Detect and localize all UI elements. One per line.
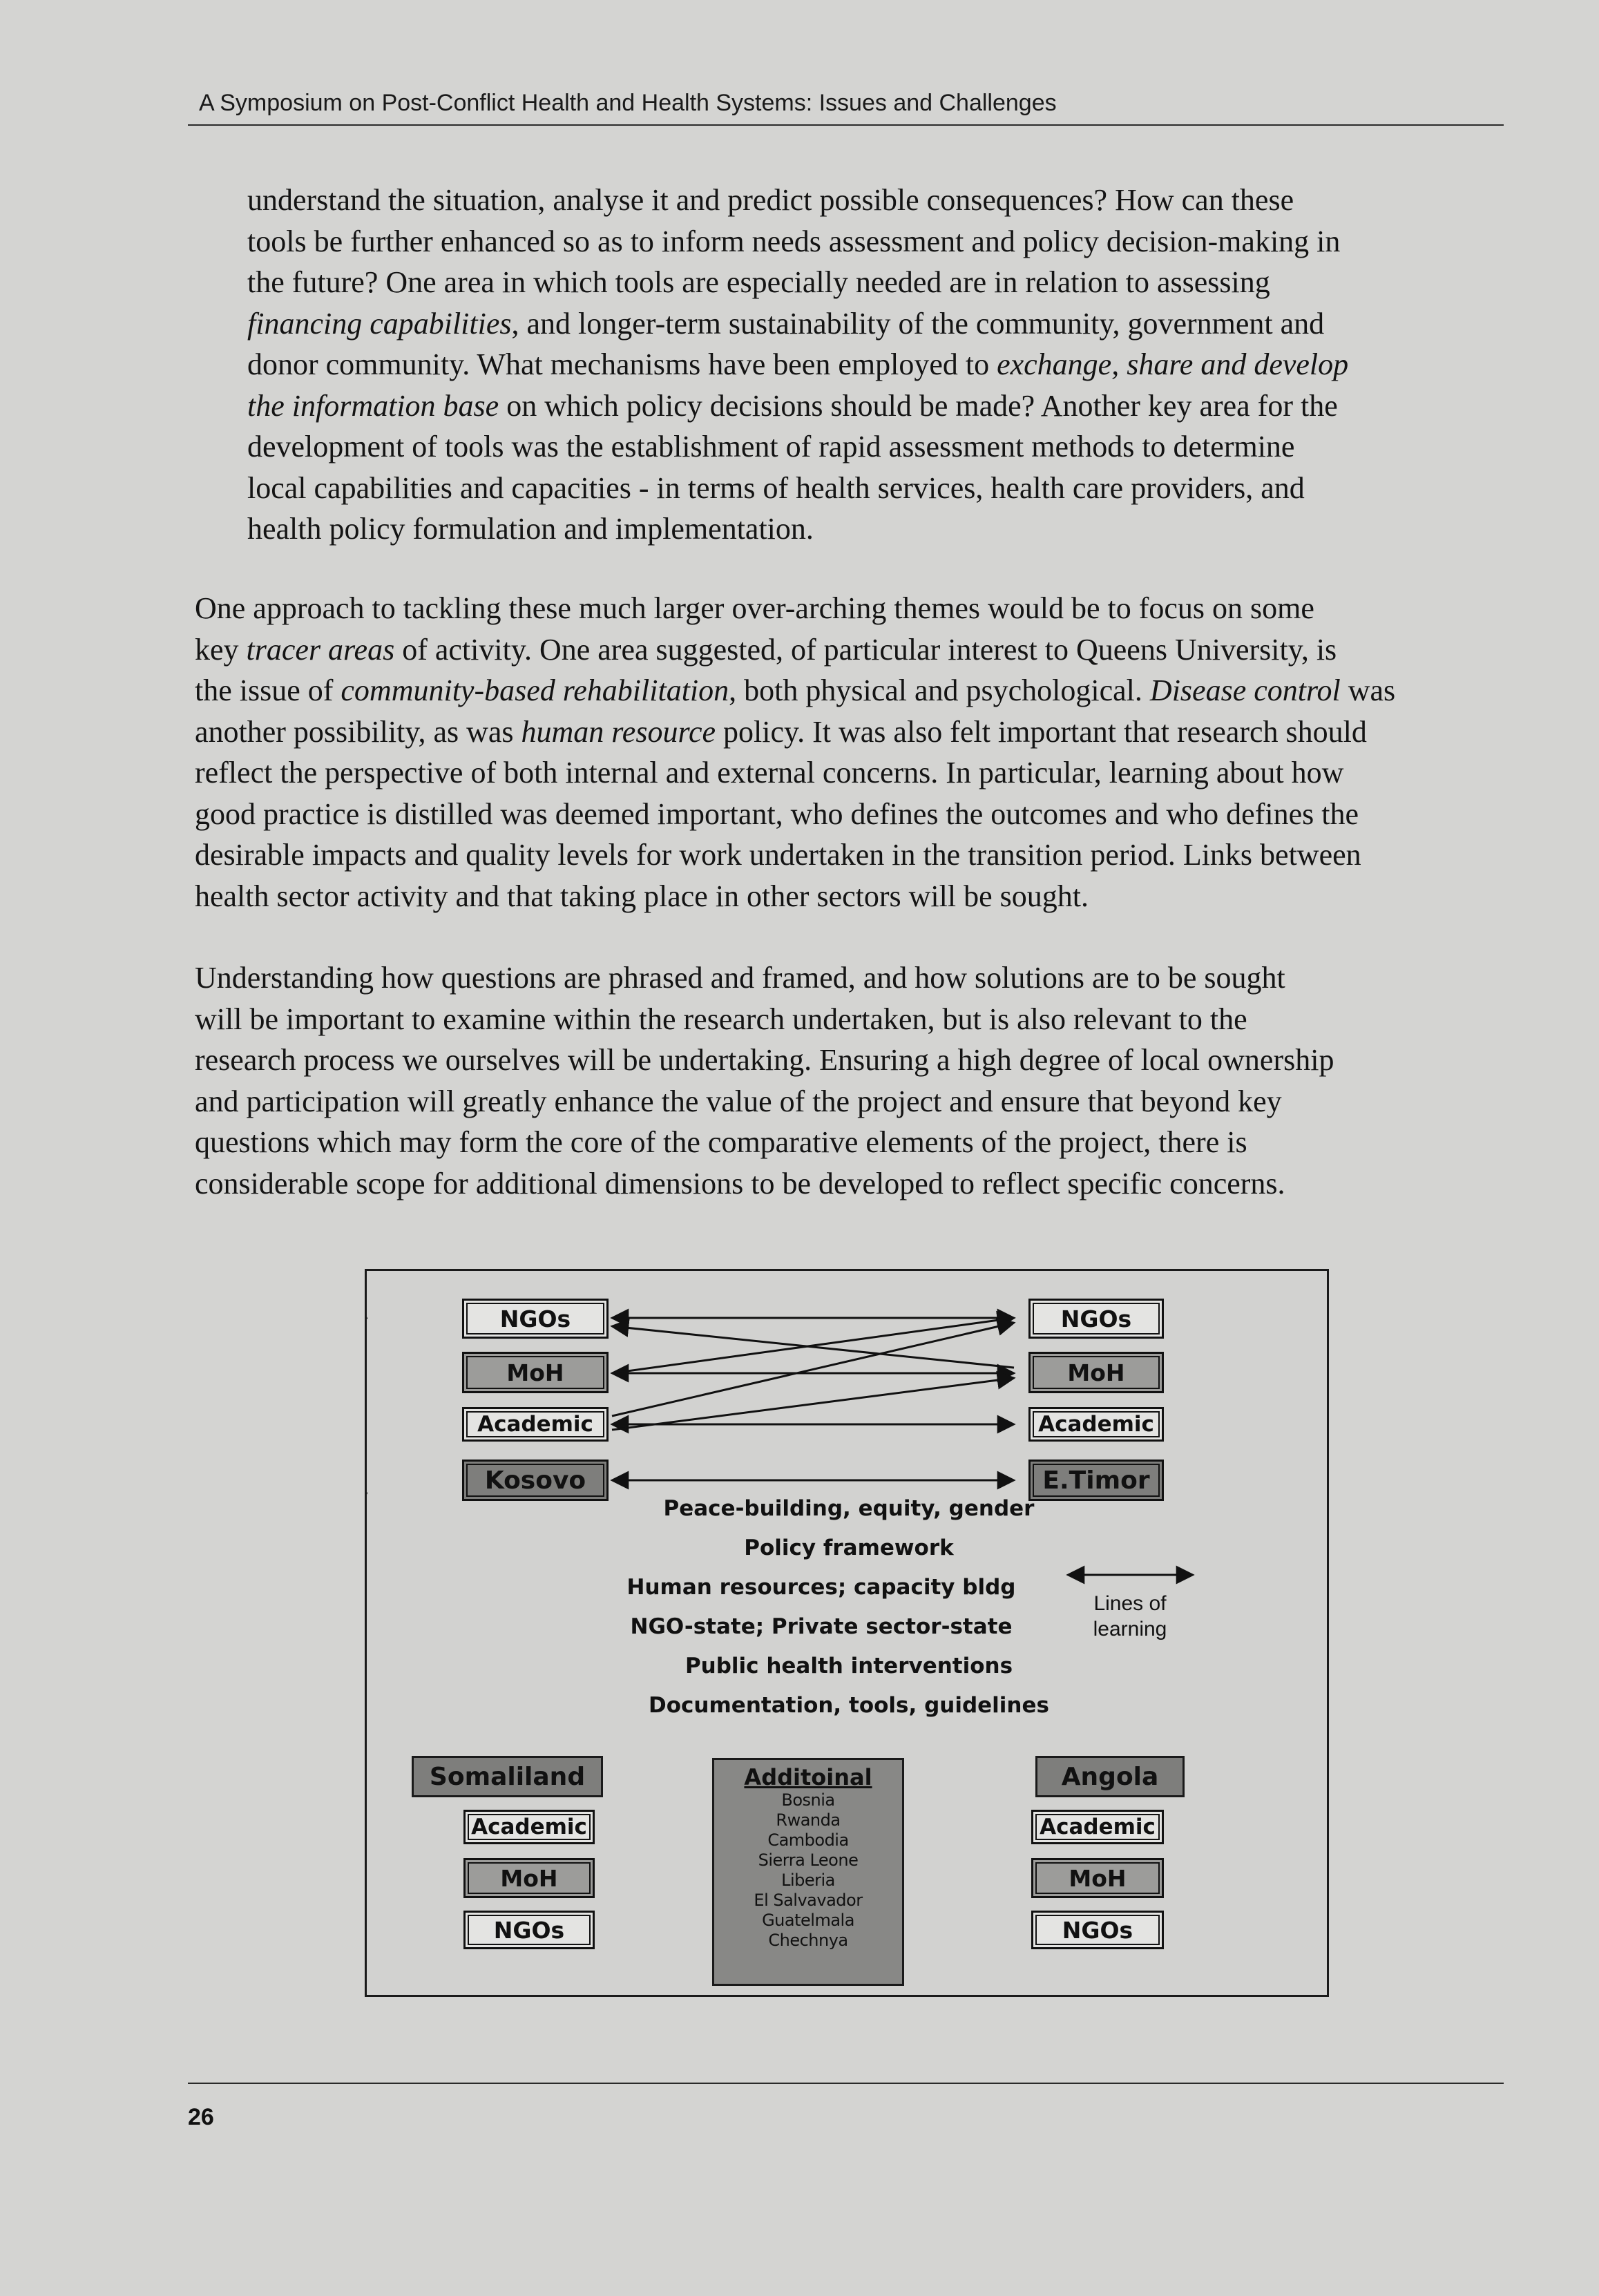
country-guatemala: Guatelmala [762, 1911, 854, 1930]
text-line: One approach to tackling these much larger over-arching themes would be to focus on some [195, 591, 1314, 625]
theme-policy-framework: Policy framework [744, 1536, 954, 1560]
country-bosnia: Bosnia [781, 1790, 835, 1810]
text-line: health policy formulation and implementation. [247, 512, 814, 546]
kosovo-box: Kosovo [462, 1460, 609, 1501]
text-line: key tracer areas of activity. One area suggested, of particular interest to Queens University, is [195, 632, 1337, 667]
theme-documentation: Documentation, tools, guidelines [649, 1693, 1049, 1718]
text-line: understand the situation, analyse it and predict possible consequences? How can these [247, 183, 1294, 217]
country-sierra-leone: Sierra Leone [758, 1850, 859, 1870]
text-line: will be important to examine within the research undertaken, but is also relevant to the [195, 1002, 1247, 1036]
page-number: 26 [188, 2104, 214, 2130]
legend-line-2: learning [1093, 1618, 1167, 1640]
emphasis: financing capabilities [247, 306, 512, 341]
arrow-academic-ngos [612, 1323, 1014, 1416]
text-line: the future? One area in which tools are especially needed are in relation to assessing [247, 265, 1270, 299]
theme-human-resources: Human resources; capacity bldg [626, 1575, 1016, 1600]
text-line: reflect the perspective of both internal and external concerns. In particular, learning about how [195, 756, 1344, 790]
emphasis: exchange, share and develop [997, 347, 1349, 381]
text-line: desirable impacts and quality levels for work undertaken in the transition period. Links between [195, 838, 1361, 872]
text-line: development of tools was the establishment of rapid assessment methods to determine [247, 430, 1295, 463]
text-line: and participation will greatly enhance the value of the project and ensure that beyond key [195, 1084, 1282, 1118]
text-line: another possibility, as was human resource policy. It was also felt important that research should [195, 714, 1367, 749]
left-academic-box: Academic [462, 1407, 609, 1442]
country-liberia: Liberia [781, 1871, 835, 1890]
legend-label [1064, 1591, 1196, 1642]
text-line: donor community. What mechanisms have been employed to exchange, share and develop [247, 347, 1349, 381]
text-line: local capabilities and capacities - in terms of health services, health care providers, and [247, 470, 1305, 505]
emphasis: the information base [247, 388, 499, 423]
right-ngos-box: NGOs [1028, 1299, 1164, 1339]
learning-diagram [365, 1269, 1329, 1997]
country-rwanda: Rwanda [776, 1810, 841, 1830]
country-el-salvador: El Salvavador [754, 1891, 863, 1910]
text-line: tools be further enhanced so as to inform needs assessment and policy decision-making in [247, 224, 1341, 258]
text-line: good practice is distilled was deemed important, who defines the outcomes and who defines the [195, 796, 1359, 831]
text-line: health sector activity and that taking place in other sectors will be sought. [195, 879, 1089, 913]
angola-academic-box: Academic [1031, 1810, 1164, 1844]
angola-ngos-box: NGOs [1031, 1911, 1164, 1949]
footer-rule [188, 2083, 1504, 2084]
emphasis: human resource [521, 714, 716, 749]
angola-box: Angola [1035, 1756, 1185, 1797]
additional-countries-box [712, 1758, 904, 1986]
somaliland-ngos-box: NGOs [463, 1911, 595, 1949]
text-line: the issue of community-based rehabilitation, both physical and psychological. Disease control was [195, 673, 1396, 707]
theme-ngo-state: NGO-state; Private sector-state [630, 1614, 1013, 1639]
text-line: Understanding how questions are phrased and framed, and how solutions are to be sought [195, 961, 1285, 995]
legend-line-1: Lines of [1093, 1592, 1167, 1615]
theme-peace-building: Peace-building, equity, gender [663, 1496, 1035, 1521]
somaliland-box: Somaliland [412, 1756, 603, 1797]
paragraph-3 [195, 957, 1334, 1204]
paragraph-2 [195, 588, 1395, 917]
right-moh-box: MoH [1028, 1352, 1164, 1393]
etimor-box: E.Timor [1028, 1460, 1164, 1501]
emphasis: tracer areas [246, 632, 395, 667]
arrow-moh-ngos [612, 1318, 1014, 1373]
left-ngos-box: NGOs [462, 1299, 609, 1339]
text-line: research process we ourselves will be undertaking. Ensuring a high degree of local ownership [195, 1043, 1334, 1077]
header-rule [188, 124, 1504, 126]
right-academic-box: Academic [1028, 1407, 1164, 1442]
text-line: the information base on which policy decisions should be made? Another key area for the [247, 388, 1338, 423]
running-header: A Symposium on Post-Conflict Health and Health Systems: Issues and Challenges [199, 90, 1057, 116]
angola-moh-box: MoH [1031, 1858, 1164, 1898]
text-line: questions which may form the core of the comparative elements of the project, there is [195, 1125, 1247, 1159]
text-line: financing capabilities, and longer-term sustainability of the community, government and [247, 306, 1325, 341]
text-line: considerable scope for additional dimensions to be developed to reflect specific concerns. [195, 1166, 1285, 1200]
emphasis: community-based rehabilitation [341, 673, 729, 707]
country-chechnya: Chechnya [768, 1931, 848, 1950]
left-moh-box: MoH [462, 1352, 609, 1393]
arrow-ngos-moh [612, 1326, 1014, 1368]
additional-title: Additoinal [744, 1764, 872, 1790]
country-cambodia: Cambodia [767, 1830, 849, 1850]
arrow-academic-moh [612, 1378, 1014, 1430]
paragraph-1 [247, 180, 1348, 550]
somaliland-academic-box: Academic [463, 1810, 595, 1844]
emphasis: Disease control [1149, 673, 1341, 707]
somaliland-moh-box: MoH [463, 1858, 595, 1898]
theme-public-health: Public health interventions [684, 1654, 1013, 1678]
